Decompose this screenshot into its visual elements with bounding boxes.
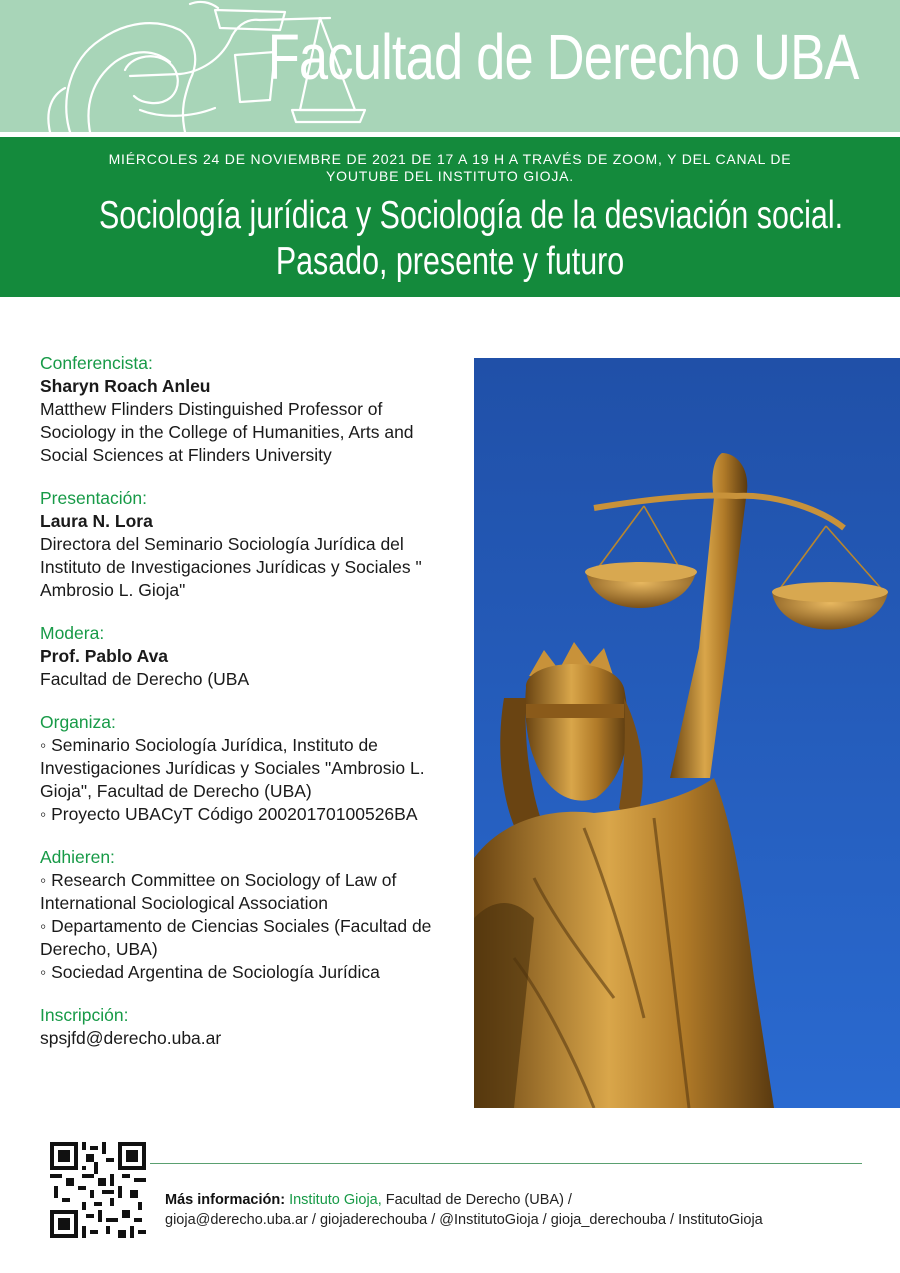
section-label: Inscripción: bbox=[40, 1005, 129, 1025]
qr-code[interactable] bbox=[50, 1142, 146, 1238]
footer-divider bbox=[150, 1163, 862, 1164]
section-label: Presentación: bbox=[40, 488, 148, 508]
statue-illustration bbox=[474, 358, 900, 1108]
section-label: Conferencista: bbox=[40, 353, 153, 373]
event-title bbox=[99, 193, 844, 285]
header-bar bbox=[0, 0, 900, 132]
section-label: Organiza: bbox=[40, 712, 116, 732]
footer-info bbox=[165, 1190, 763, 1230]
section-adhieren bbox=[40, 846, 460, 984]
moderator-name: Prof. Pablo Ava bbox=[40, 646, 169, 666]
section-label: Adhieren: bbox=[40, 847, 115, 867]
lady-justice-photo bbox=[474, 358, 900, 1108]
section-organiza bbox=[40, 711, 460, 826]
faculty-title: Facultad de Derecho UBA bbox=[267, 21, 858, 93]
event-date: MIÉRCOLES 24 DE NOVIEMBRE DE 2021 DE 17 A 19 H A TRAVÉS DE ZOOM, Y DEL CANAL DE YOUTUBE DEL INSTITUTO GIOJA. bbox=[108, 151, 792, 184]
qr-code-icon bbox=[50, 1142, 146, 1238]
event-title-line-1: Sociología jurídica y Sociología de la desviación social. bbox=[99, 194, 844, 237]
footer-contacts[interactable]: gioja@derecho.uba.ar / giojaderechouba / @InstitutoGioja / gioja_derechouba / InstitutoGioja bbox=[165, 1212, 763, 1228]
facultad-text: Facultad de Derecho (UBA) / bbox=[381, 1192, 572, 1208]
event-banner bbox=[0, 137, 900, 297]
event-details bbox=[40, 352, 460, 1070]
section-presentacion bbox=[40, 487, 460, 602]
list-item: ◦ Sociedad Argentina de Sociología Jurídica bbox=[40, 962, 380, 982]
moderator-detail: Facultad de Derecho (UBA bbox=[40, 669, 250, 689]
instituto-link[interactable]: Instituto Gioja, bbox=[289, 1192, 382, 1208]
speaker-name: Sharyn Roach Anleu bbox=[40, 376, 211, 396]
presenter-name: Laura N. Lora bbox=[40, 511, 153, 531]
section-inscripcion bbox=[40, 1004, 460, 1050]
footer-line-1 bbox=[165, 1190, 763, 1210]
event-title-line-2: Pasado, presente y futuro bbox=[275, 240, 625, 283]
list-item: ◦ Research Committee on Sociology of Law of International Sociological Association bbox=[40, 870, 397, 913]
registration-email[interactable]: spsjfd@derecho.uba.ar bbox=[40, 1028, 222, 1048]
section-conferencista bbox=[40, 352, 460, 467]
list-item: ◦ Proyecto UBACyT Código 20020170100526BA bbox=[40, 804, 418, 824]
presenter-detail: Directora del Seminario Sociología Jurídica del Instituto de Investigaciones Jurídicas y Sociales " Ambrosio L. Gioja" bbox=[40, 534, 422, 600]
section-modera bbox=[40, 622, 460, 691]
section-label: Modera: bbox=[40, 623, 105, 643]
list-item: ◦ Seminario Sociología Jurídica, Instituto de Investigaciones Jurídicas y Sociales "Ambrosio L. Gioja", Facultad de Derecho (UBA) bbox=[40, 735, 425, 801]
list-item: ◦ Departamento de Ciencias Sociales (Facultad de Derecho, UBA) bbox=[40, 916, 432, 959]
more-info-label: Más información: bbox=[165, 1192, 286, 1208]
speaker-detail: Matthew Flinders Distinguished Professor of Sociology in the College of Humanities, Arts and Social Sciences at Flinders University bbox=[40, 399, 414, 465]
